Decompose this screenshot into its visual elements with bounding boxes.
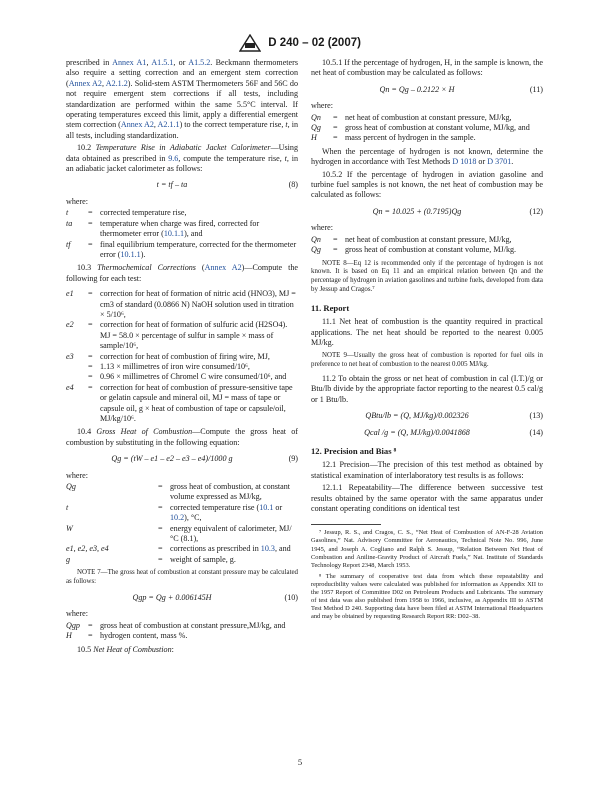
section-10-5-1: 10.5.1 If the percentage of hydrogen, H, in the sample is known, the net heat of combustion may be calculated as follows:	[311, 58, 543, 78]
definition-row: = 1.13 × millimetres of iron wire consumed/10⁶,	[88, 361, 250, 371]
link-a2-1-1[interactable]: A2.1.1	[157, 120, 180, 130]
link-annex-a2[interactable]: Annex A2	[68, 78, 102, 88]
link-10-2[interactable]: 10.2	[170, 513, 185, 523]
note-8: NOTE 8—Eq 12 is recommended only if the percentage of hydrogen is not known. It is based on Eq 11 and an empirical relation between Qn and the percentage of hydrogen in aviation gasolines and turbine fuels, developed from data by Jessup and Cragos.⁷	[311, 259, 543, 293]
footnote-7: ⁷ Jessup, R. S., and Cragos, C. S., “Net Heat of Combustion of AN-F-28 Aviation Gasolines,” Nat. Advisory Committee for Aeronautics, Technical Note No. 996, June 1945, and Joseph A. Cogliano and Ralph S. Jessup, “Relation Between Net Heat of Combustion and Aniline-Gravity Product of Aircraft Fuels,” Nat. Institute of Standards Technology Report 2348, March 1953.	[311, 529, 543, 569]
section-12-1: 12.1 Precision—The precision of this test method as obtained by statistical examination of interlaboratory test results is as follows:	[311, 460, 543, 480]
definition-row: t = corrected temperature rise (10.1 or 10.2), °C,	[66, 502, 283, 523]
right-column	[311, 58, 543, 624]
equation-12-definitions	[311, 235, 543, 256]
heading-report: 11. Report	[311, 302, 350, 313]
definition-row: Qg = gross heat of combustion at constant volume, MJ/kg.	[311, 245, 517, 255]
link-a2-1-2[interactable]: A2.1.2	[105, 78, 128, 88]
where-label: where:	[66, 470, 89, 480]
definition-row: Qn = net heat of combustion at constant pressure, MJ/kg,	[311, 234, 512, 244]
equation-8-definitions	[66, 208, 298, 260]
definition-row: e3 = correction for heat of combustion of firing wire, MJ,	[66, 351, 270, 361]
equation-9: Qg = (tW – e1 – e2 – e3 – e4)/1000 g (9)	[111, 454, 298, 464]
page-number: 5	[297, 757, 303, 767]
link-annex-a2-b[interactable]: Annex A2	[120, 120, 154, 130]
definition-row: = 0.96 × millimetres of Chromel C wire consumed/10⁶, and	[88, 372, 287, 382]
footnote-8: ⁸ The summary of cooperative test data from which these repeatability and reproducibility values were calculated was published for information as Appendix XII to the 1957 Report of Committee D02 on Petroleum Products and Lubricants. The summary of test data was also published from 1958 to 1966, inclusive, as Appendix III to ASTM Test Method D 240. Supporting data have been filed at ASTM International Headquarters and may be obtained by requesting Research Report RR: D02–38.	[311, 572, 543, 621]
where-label: where:	[311, 101, 334, 111]
left-column	[66, 58, 298, 657]
section-12-1-1: 12.1.1 Repeatability—The difference between successive test results obtained by the same operator with the same apparatus under constant operating conditions on identical test	[311, 483, 543, 513]
definition-row: W = energy equivalent of calorimeter, MJ/°C (8.1),	[66, 523, 292, 544]
definition-row: t = corrected temperature rise,	[66, 208, 187, 218]
definition-row: e1, e2, e3, e4 = corrections as prescribed in 10.3, and	[66, 544, 291, 554]
footnote-divider	[311, 524, 381, 525]
link-d1018[interactable]: D 1018	[452, 157, 477, 167]
where-label: where:	[66, 196, 89, 206]
link-a1-5-2[interactable]: A1.5.2	[188, 58, 211, 67]
where-label: where:	[311, 223, 334, 233]
astm-logo-icon	[239, 34, 261, 52]
equation-11-definitions	[311, 113, 543, 144]
definition-row: Qgp = gross heat of combustion at constant pressure,MJ/kg, and	[66, 620, 286, 630]
correction-definitions	[66, 289, 298, 424]
section-10-2: 10.2 Temperature Rise in Adiabatic Jacket Calorimeter—Using data obtained as prescribed in 9.6, compute the temperature rise, t, in an adiabatic jacket calorimeter as follows:	[66, 143, 299, 174]
link-9-6[interactable]: 9.6	[168, 153, 179, 163]
page-header	[0, 34, 600, 52]
link-d3701[interactable]: D 3701	[487, 157, 512, 167]
where-label: where:	[66, 609, 89, 619]
link-annex-a2[interactable]: Annex A2	[204, 263, 242, 273]
section-10-5-2: 10.5.2 If the percentage of hydrogen in aviation gasoline and turbine fuel samples is not known, the net heat of combustion may be calculated as follows:	[311, 169, 543, 200]
section-10-3: 10.3 Thermochemical Corrections (Annex A2)—Compute the following for each test:	[66, 263, 299, 283]
equation-11: Qn = Qg – 0.2122 × H (11)	[379, 84, 543, 94]
note-7: NOTE 7—The gross heat of combustion at constant pressure may be calculated as follows:	[66, 569, 298, 586]
link-annex-a1[interactable]: Annex A1	[112, 58, 147, 67]
section-10-5: 10.5 Net Heat of Combustion:	[77, 644, 174, 654]
definition-row: e1 = correction for heat of formation of nitric acid (HNO3), MJ = cm3 of standard (0.0866 N) NaOH solution used in titration × 5/10⁶,	[66, 289, 296, 319]
definition-row: g = weight of sample, g.	[66, 554, 236, 564]
equation-12: Qn = 10.025 + (0.7195)Qg (12)	[372, 206, 543, 216]
paragraph-thermometer-corrections: prescribed in Annex A1, A1.5.1, or A1.5.2. Beckmann thermometers also require a setting correction and an emergent stem correction (Annex A2, A2.1.2). Solid-stem ASTM Thermometers 56F and 56C do not require emergent stem corrections if all tests, including standardization are performed within the same 5.5°C interval. If operating temperatures exceed this limit, apply a differential emergent stem correction (Annex A2, A2.1.1) to the correct temperature rise, t, in all tests, including standardization.	[66, 58, 299, 140]
link-10-1[interactable]: 10.1	[259, 502, 274, 512]
section-10-4: 10.4 Gross Heat of Combustion—Compute the gross heat of combustion by substituting in the following equation:	[66, 427, 299, 447]
heading-precision-bias: 12. Precision and Bias ⁸	[311, 445, 397, 456]
equation-8: t = tf – ta (8)	[156, 180, 298, 190]
definition-row: Qg = gross heat of combustion, at constant volume expressed as MJ/kg,	[66, 482, 291, 502]
section-11-1: 11.1 Net heat of combustion is the quantity required in practical applications. The net heat should be reported to the nearest 0.005 MJ/kg.	[311, 317, 543, 347]
definition-row: e2 = correction for heat of formation of sulfuric acid (H2SO4). MJ = 58.0 × percentage of sulfur in sample × mass of sample/10⁶,	[66, 320, 288, 351]
link-10-1-1[interactable]: 10.1.1	[120, 249, 141, 259]
definition-row: H = hydrogen content, mass %.	[66, 631, 188, 641]
definition-row: ta = temperature when charge was fired, corrected for thermometer error (10.1.1), and	[66, 218, 260, 239]
equation-10: Qgp = Qg + 0.006145H (10)	[132, 592, 298, 602]
equation-13: QBtu/lb = (Q, MJ/kg)/0.002326 (13)	[365, 411, 543, 421]
definition-row: e4 = correction for heat of combustion of pressure-sensitive tape or gelatin capsule and mineral oil, MJ = mass of tape or capsule oil, g × heat of combustion of tape or capsule/oil, MJ/kg/10⁶.	[66, 382, 293, 423]
definition-row: tf = final equilibrium temperature, corrected for the thermometer error (10.1.1).	[66, 239, 297, 259]
standard-designation: D 240 – 02 (2007)	[268, 37, 361, 50]
definition-row: H = mass percent of hydrogen in the sample.	[311, 133, 476, 143]
link-10-1-1[interactable]: 10.1.1	[163, 229, 185, 239]
paragraph-hydrogen-unknown: When the percentage of hydrogen is not known, determine the hydrogen in accordance with Test Methods D 1018 or D 3701.	[311, 146, 543, 167]
equation-10-definitions	[66, 621, 298, 642]
note-9: NOTE 9—Usually the gross heat of combustion is reported for fuel oils in preference to net heat of combustion to the nearest 0.005 MJ/kg.	[311, 352, 543, 369]
definition-row: Qn = net heat of combustion at constant pressure, MJ/kg,	[311, 112, 512, 122]
definition-row: Qg = gross heat of combustion at constant volume, MJ/kg, and	[311, 123, 530, 133]
link-10-3[interactable]: 10.3	[260, 544, 275, 554]
equation-9-definitions	[66, 482, 298, 565]
link-a1-5-1[interactable]: A1.5.1	[151, 58, 174, 67]
equation-14: Qcal /g = (Q, MJ/kg)/0.0041868 (14)	[364, 427, 543, 437]
section-11-2: 11.2 To obtain the gross or net heat of combustion in cal (I.T.)/g or Btu/lb divide by the appropriate factor reporting to the nearest 0.5 cal/g or 1 Btu/lb.	[311, 373, 543, 404]
